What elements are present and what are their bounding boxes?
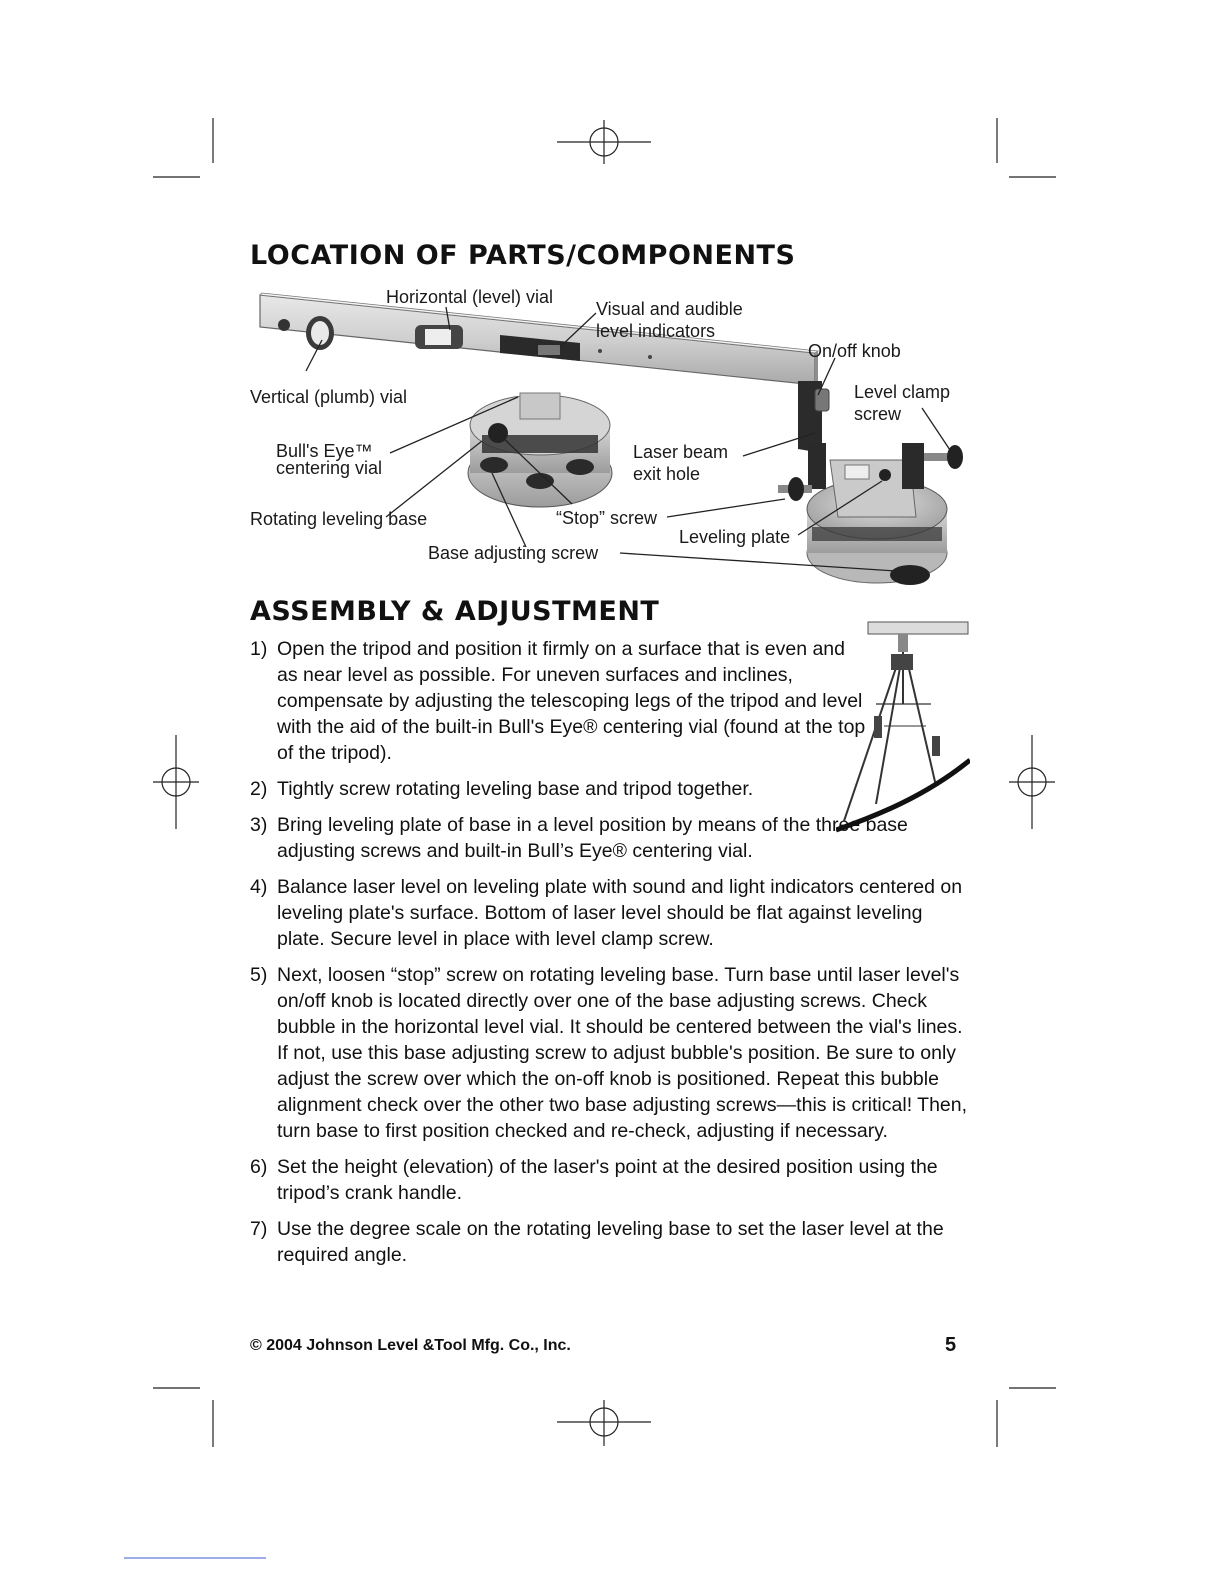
step-text: Balance laser level on leveling plate with sound and light indicators centered on leveling plate's surface. Bottom of laser level should be flat against leveling plate. Secure level in place with level clamp screw. [277, 876, 963, 950]
callout-visual-audible-line1: Visual and audible [596, 299, 743, 319]
callout-rotating-base: Rotating leveling base [250, 509, 428, 529]
callout-visual-audible-line2: level indicators [596, 321, 716, 341]
step-number: 7) [250, 1218, 268, 1240]
step-number: 2) [250, 778, 268, 800]
callout-laser-beam-line1: Laser beam [633, 442, 729, 462]
step-number: 5) [250, 964, 268, 986]
callout-base-adjusting: Base adjusting screw [428, 543, 599, 563]
callout-vertical-vial: Vertical (plumb) vial [250, 387, 408, 407]
step-4 [250, 874, 970, 952]
step-5 [250, 962, 970, 1144]
assembly-steps [250, 636, 970, 1278]
callout-horizontal-vial: Horizontal (level) vial [386, 287, 554, 307]
step-text: Open the tripod and position it firmly on a surface that is even and as near level as possible. For uneven surfaces and inclines, compensate by adjusting the telescoping legs of the tripod and level with the aid of the built-in Bull's Eye® centering vial (found at the top of the tripod). [277, 638, 866, 764]
page-number: 5 [945, 1334, 957, 1356]
step-text: Use the degree scale on the rotating leveling base to set the laser level at the required angle. [277, 1218, 944, 1266]
callout-on-off-knob: On/off knob [808, 341, 901, 361]
callout-laser-beam-line2: exit hole [633, 464, 701, 484]
step-text: Tightly screw rotating leveling base and tripod together. [277, 778, 754, 800]
step-6 [250, 1154, 970, 1206]
leveling-plate-drawing [778, 443, 963, 585]
parts-heading: LOCATION OF PARTS/COMPONENTS [250, 240, 796, 271]
step-number: 6) [250, 1156, 268, 1178]
step-text: Next, loosen “stop” screw on rotating leveling base. Turn base until laser level's on/off knob is located directly over one of the base adjusting screws. Check bubble in the horizontal level vial. It should be centered between the vial's lines. If not, use this base adjusting screw to adjust bubble's position. Be sure to only adjust the screw over which the on-off knob is positioned. Repeat this bubble alignment check over the other two base adjusting screws—this is critical! Then, turn base to first position checked and re-check, adjusting if necessary. [277, 964, 968, 1142]
step-7 [250, 1216, 970, 1268]
step-2 [250, 776, 869, 802]
copyright-notice: © 2004 Johnson Level &Tool Mfg. Co., Inc. [250, 1337, 571, 1354]
callout-stop-screw: “Stop” screw [556, 508, 658, 528]
callout-level-clamp-line2: screw [854, 404, 902, 424]
step-number: 3) [250, 814, 268, 836]
callout-bulls-eye-line2: centering vial [276, 458, 383, 478]
step-number: 1) [250, 638, 268, 660]
callout-leveling-plate: Leveling plate [679, 527, 791, 547]
callout-level-clamp-line1: Level clamp [854, 382, 951, 402]
step-1 [250, 636, 869, 766]
callout-bulls-eye-line1: Bull's Eye™ [276, 441, 373, 461]
step-number: 4) [250, 876, 268, 898]
step-3 [250, 812, 970, 864]
assembly-heading: ASSEMBLY & ADJUSTMENT [250, 596, 660, 627]
step-text: Bring leveling plate of base in a level position by means of the three base adjusting screws and built-in Bull’s Eye® centering vial. [277, 814, 908, 862]
step-text: Set the height (elevation) of the laser's point at the desired position using the tripod’s crank handle. [277, 1156, 938, 1204]
